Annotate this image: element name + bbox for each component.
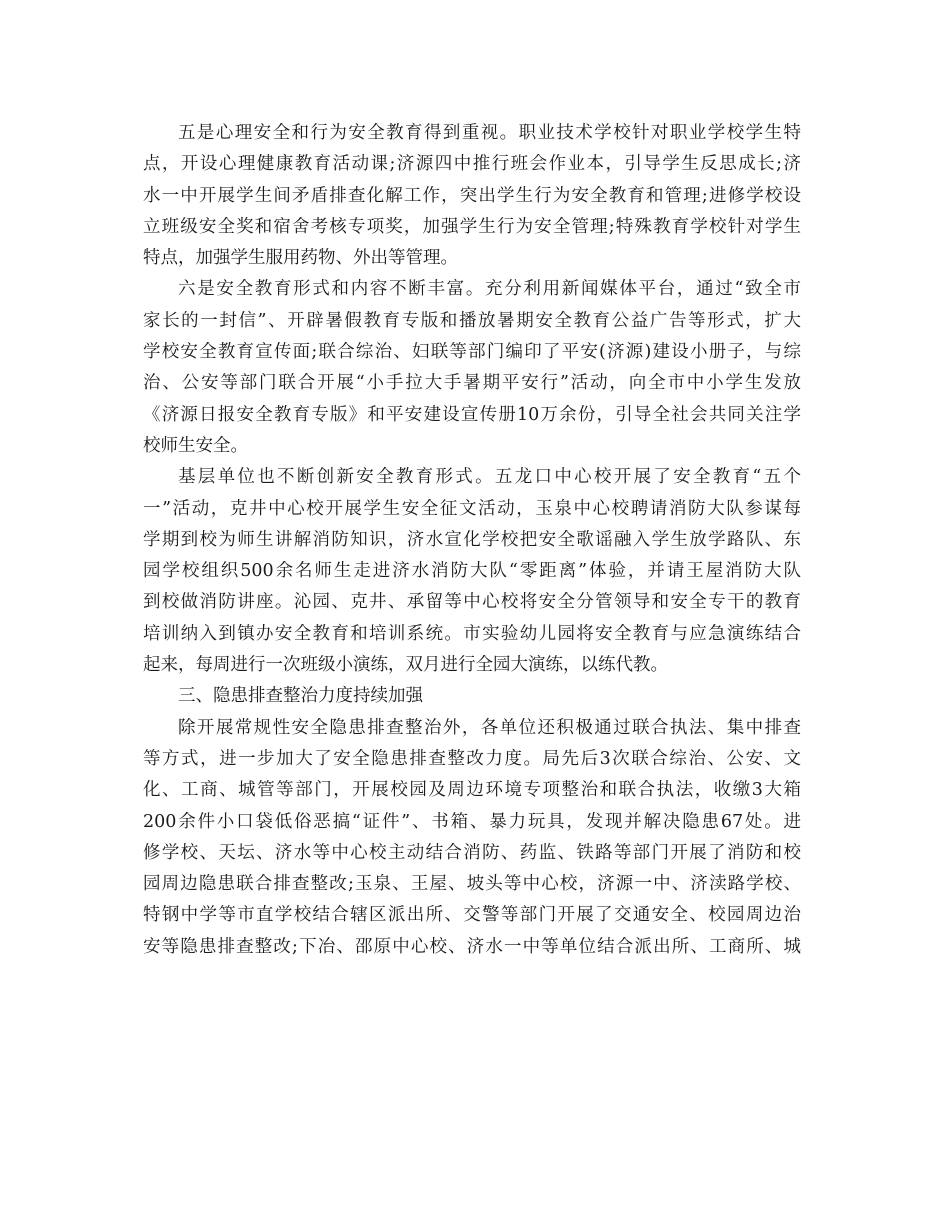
paragraph-education-forms: [143, 274, 801, 462]
text-line: 等方式，进一步加大了安全隐患排查整改力度。局先后3次联合综治、公安、文: [143, 748, 801, 769]
body-text: [143, 118, 801, 963]
text-line: 培训纳入到镇办安全教育和培训系统。市实验幼儿园将安全教育与应急演练结合: [143, 623, 801, 644]
text-line: 除开展常规性安全隐患排查整治外，各单位还积极通过联合执法、集中排查: [178, 717, 801, 738]
paragraph-psychological-safety: [143, 118, 801, 274]
text-line: 园学校组织500余名师生走进济水消防大队“零距离”体验，并请王屋消防大队: [143, 561, 801, 582]
text-line: 水一中开展学生间矛盾排查化解工作，突出学生行为安全教育和管理;进修学校设: [143, 185, 801, 206]
paragraph-hazard-inspection: [143, 713, 801, 963]
text-line: 六是安全教育形式和内容不断丰富。充分利用新闻媒体平台，通过“致全市: [178, 279, 801, 300]
text-line: 学校安全教育宣传面;联合综治、妇联等部门编印了平安(济源)建设小册子，与综: [143, 342, 801, 363]
text-line: 修学校、天坛、济水等中心校主动结合消防、药监、铁路等部门开展了消防和校: [143, 842, 801, 863]
paragraph-grassroots-innovation: [143, 462, 801, 681]
text-line: 立班级安全奖和宿舍考核专项奖，加强学生行为安全管理;特殊教育学校针对学生: [143, 216, 801, 237]
text-line: 家长的一封信”、开辟暑假教育专版和播放暑期安全教育公益广告等形式，扩大: [143, 310, 801, 331]
text-line: 园周边隐患联合排查整改;玉泉、王屋、坡头等中心校，济源一中、济渎路学校、: [143, 874, 801, 895]
text-line: 化、工商、城管等部门，开展校园及周边环境专项整治和联合执法，收缴3大箱: [143, 780, 801, 801]
text-line: 五是心理安全和行为安全教育得到重视。职业技术学校针对职业学校学生特: [178, 123, 801, 143]
text-line: 校师生安全。: [143, 435, 248, 456]
text-line: 点，开设心理健康教育活动课;济源四中推行班会作业本，引导学生反思成长;济: [143, 154, 801, 175]
section-heading: [143, 681, 801, 712]
text-line: 特钢中学等市直学校结合辖区派出所、交警等部门开展了交通安全、校园周边治: [143, 905, 801, 926]
text-line: 起来，每周进行一次班级小演练，双月进行全园大演练，以练代教。: [143, 655, 668, 676]
section-heading-text: 三、隐患排查整治力度持续加强: [178, 686, 423, 707]
text-line: 学期到校为师生讲解消防知识，济水宣化学校把安全歌谣融入学生放学路队、东: [143, 529, 801, 550]
text-line: 200余件小口袋低俗恶搞“证件”、书箱、暴力玩具，发现并解决隐患67处。进: [143, 811, 801, 832]
text-line: 安等隐患排查整改;下冶、邵原中心校、济水一中等单位结合派出所、工商所、城: [143, 936, 801, 957]
text-line: 基层单位也不断创新安全教育形式。五龙口中心校开展了安全教育“五个: [178, 467, 801, 488]
text-line: 《济源日报安全教育专版》和平安建设宣传册10万余份，引导全社会共同关注学: [143, 404, 801, 425]
text-line: 治、公安等部门联合开展“小手拉大手暑期平安行”活动，向全市中小学生发放: [143, 373, 801, 394]
text-line: 特点，加强学生服用药物、外出等管理。: [143, 248, 458, 269]
text-line: 一”活动，克井中心校开展学生安全征文活动，玉泉中心校聘请消防大队参谋每: [143, 498, 801, 519]
text-line: 到校做消防讲座。沁园、克井、承留等中心校将安全分管领导和安全专干的教育: [143, 592, 801, 613]
